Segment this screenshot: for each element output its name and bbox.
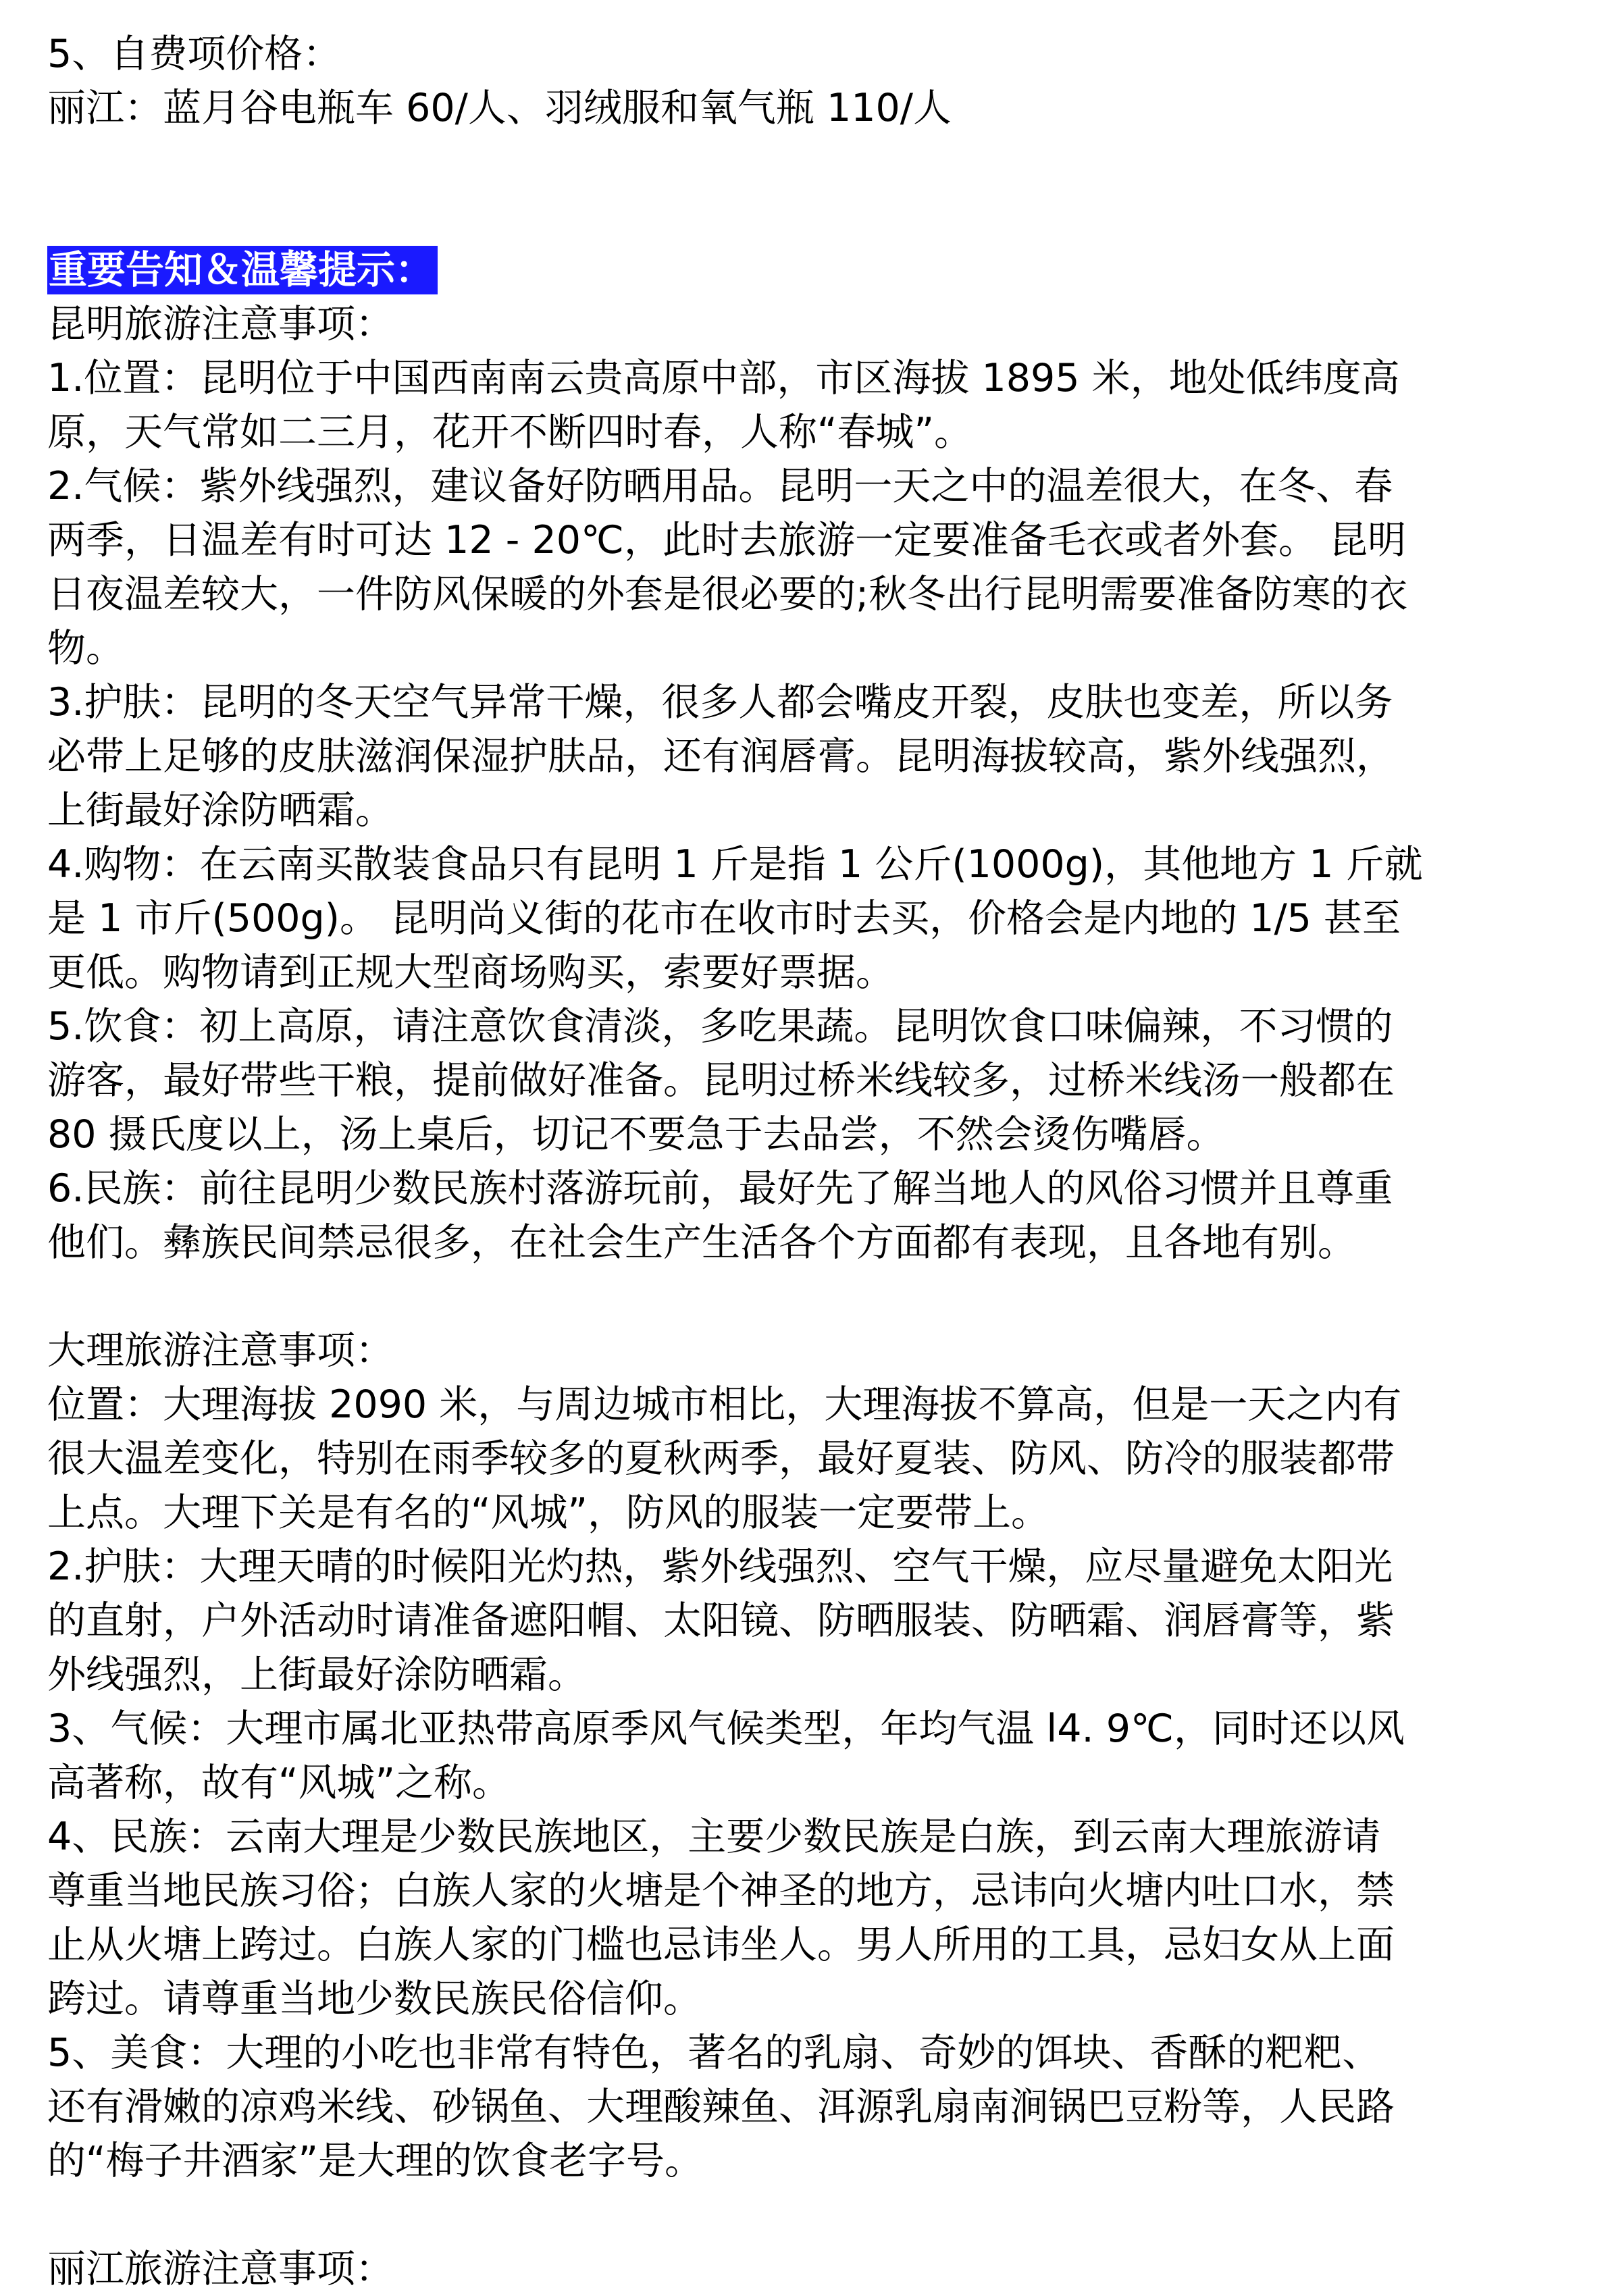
text-line: 他们。彝族民间禁忌很多，在社会生产生活各个方面都有表现，且各地有别。 <box>47 1220 1356 1265</box>
fees-lijiang-line: 丽江：蓝月谷电瓶车 60/人、羽绒服和氧气瓶 110/人 <box>47 86 952 130</box>
notice-heading-row <box>47 243 1567 297</box>
kunming-title: 昆明旅游注意事项： <box>47 302 394 346</box>
text-line: 日夜温差较大，一件防风保暖的外套是很必要的;秋冬出行昆明需要准备防寒的衣 <box>47 572 1408 617</box>
text-line: 上点。大理下关是有名的“风城”，防风的服装一定要带上。 <box>47 1490 1050 1535</box>
text-line: 上街最好涂防晒霜。 <box>47 788 394 833</box>
text-line: 的“梅子井酒家”是大理的饮食老字号。 <box>47 2139 704 2183</box>
kunming-section <box>47 351 1567 1270</box>
text-line: 2.气候：紫外线强烈，建议备好防晒用品。昆明一天之中的温差很大，在冬、春 <box>47 464 1393 508</box>
text-line: 3、气候：大理市属北亚热带高原季风气候类型，年均气温 l4. 9℃，同时还以风 <box>47 1706 1405 1751</box>
fees-title: 5、自费项价格： <box>47 32 342 76</box>
text-line: 尊重当地民族习俗；白族人家的火塘是个神圣的地方，忌讳向火塘内吐口水，禁 <box>47 1869 1395 1913</box>
text-line: 高著称，故有“风城”之称。 <box>47 1760 511 1805</box>
text-line: 止从火塘上跨过。白族人家的门槛也忌讳坐人。男人所用的工具，忌妇女从上面 <box>47 1923 1395 1967</box>
dali-section <box>47 1378 1567 2188</box>
text-line: 还有滑嫩的凉鸡米线、砂锅鱼、大理酸辣鱼、洱源乳扇南涧锅巴豆粉等，人民路 <box>47 2085 1395 2129</box>
text-line: 外线强烈，上街最好涂防晒霜。 <box>47 1652 586 1697</box>
text-line: 1.位置：昆明位于中国西南南云贵高原中部，市区海拔 1895 米，地处低纬度高 <box>47 356 1400 400</box>
text-line: 位置：大理海拔 2090 米，与周边城市相比，大理海拔不算高，但是一天之内有 <box>47 1382 1402 1427</box>
spacer <box>47 189 1567 243</box>
spacer <box>47 2188 1567 2242</box>
notice-heading: 重要告知＆温馨提示： <box>47 246 438 294</box>
text-line: 80 摄氏度以上，汤上桌后，切记不要急于去品尝，不然会烫伤嘴唇。 <box>47 1112 1225 1157</box>
text-line: 3.护肤：昆明的冬天空气异常干燥，很多人都会嘴皮开裂，皮肤也变差，所以务 <box>47 680 1393 725</box>
text-line: 物。 <box>47 626 124 671</box>
spacer <box>47 135 1567 189</box>
text-line: 游客，最好带些干粮，提前做好准备。昆明过桥米线较多，过桥米线汤一般都在 <box>47 1058 1395 1103</box>
spacer <box>47 1270 1567 1324</box>
text-line: 跨过。请尊重当地少数民族民俗信仰。 <box>47 1977 702 2021</box>
text-line: 必带上足够的皮肤滋润保湿护肤品，还有润唇膏。昆明海拔较高，紫外线强烈， <box>47 734 1395 779</box>
text-line: 更低。购物请到正规大型商场购买，索要好票据。 <box>47 950 894 995</box>
document-page <box>47 27 1567 2296</box>
text-line: 5.饮食：初上高原，请注意饮食清淡，多吃果蔬。昆明饮食口味偏辣，不习惯的 <box>47 1004 1393 1049</box>
text-line: 的直射，户外活动时请准备遮阳帽、太阳镜、防晒服装、防晒霜、润唇膏等，紫 <box>47 1598 1395 1643</box>
text-line: 很大温差变化，特别在雨季较多的夏秋两季，最好夏装、防风、防冷的服装都带 <box>47 1436 1395 1481</box>
text-line: 5、美食：大理的小吃也非常有特色，著名的乳扇、奇妙的饵块、香酥的粑粑、 <box>47 2031 1381 2075</box>
text-line: 是 1 市斤(500g)。 昆明尚义街的花市在收市时去买，价格会是内地的 1/5 甚至 <box>47 896 1401 941</box>
text-line: 2.护肤：大理天晴的时候阳光灼热，紫外线强烈、空气干燥，应尽量避免太阳光 <box>47 1544 1393 1589</box>
text-line: 4.购物：在云南买散装食品只有昆明 1 斤是指 1 公斤(1000g)，其他地方 1 斤就 <box>47 842 1423 887</box>
text-line: 原，天气常如二三月，花开不断四时春，人称“春城”。 <box>47 410 973 454</box>
text-line: 两季，日温差有时可达 12 - 20℃，此时去旅游一定要准备毛衣或者外套。 昆明 <box>47 518 1407 563</box>
text-line: 4、民族：云南大理是少数民族地区，主要少数民族是白族，到云南大理旅游请 <box>47 1815 1381 1859</box>
lijiang-title: 丽江旅游注意事项： <box>47 2247 394 2291</box>
text-line: 6.民族：前往昆明少数民族村落游玩前，最好先了解当地人的风俗习惯并且尊重 <box>47 1166 1393 1211</box>
dali-title: 大理旅游注意事项： <box>47 1328 394 1373</box>
